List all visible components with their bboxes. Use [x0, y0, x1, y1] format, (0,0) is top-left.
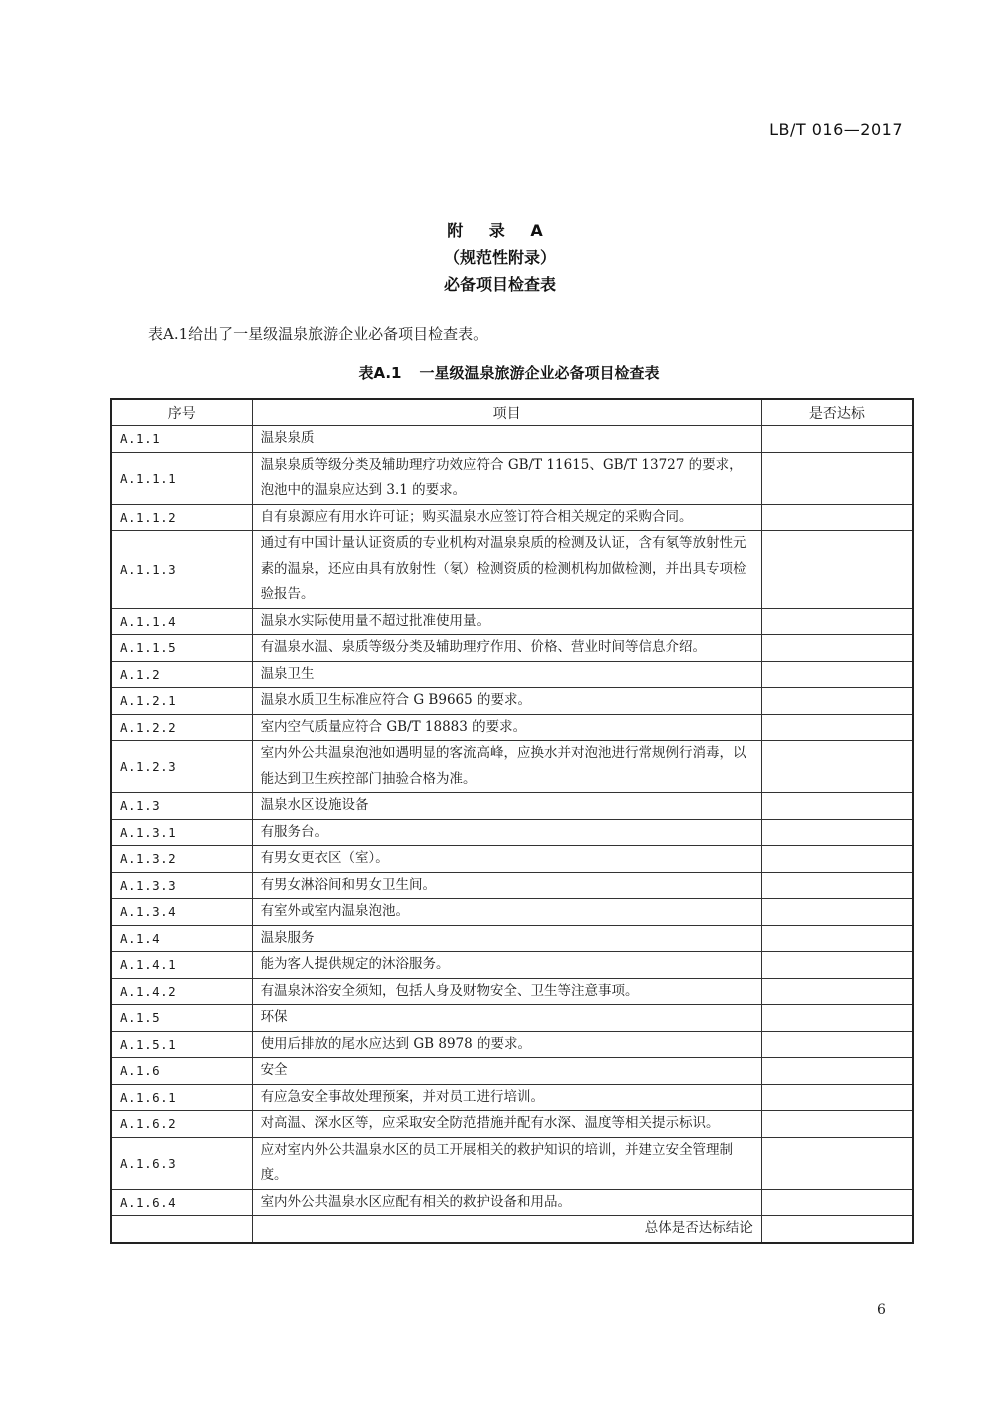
summary-row	[111, 1216, 913, 1243]
row-code: A.1.4.2	[111, 978, 252, 1005]
row-code: A.1.1.4	[111, 608, 252, 635]
row-item: 温泉水质卫生标准应符合 G B9665 的要求。	[252, 688, 761, 715]
table-row	[111, 426, 913, 453]
row-pass-cell[interactable]	[761, 978, 913, 1005]
row-pass-cell[interactable]	[761, 1189, 913, 1216]
page-number: 6	[877, 1302, 886, 1318]
row-item: 温泉泉质	[252, 426, 761, 453]
appendix-title: 附 录 A	[447, 221, 553, 240]
row-item: 有男女淋浴间和男女卫生间。	[252, 872, 761, 899]
row-item: 室内外公共温泉泡池如遇明显的客流高峰，应换水并对泡池进行常规例行消毒，以能达到卫生疾控部门抽验合格为准。	[252, 741, 761, 793]
row-item: 环保	[252, 1005, 761, 1032]
row-item: 温泉卫生	[252, 661, 761, 688]
row-item: 温泉泉质等级分类及辅助理疗功效应符合 GB/T 11615、GB/T 13727 的要求，泡池中的温泉应达到 3.1 的要求。	[252, 452, 761, 504]
row-item: 应对室内外公共温泉水区的员工开展相关的救护知识的培训，并建立安全管理制度。	[252, 1137, 761, 1189]
row-item: 温泉水区设施设备	[252, 793, 761, 820]
standard-code: LB/T 016—2017	[769, 120, 903, 139]
row-item: 有服务台。	[252, 819, 761, 846]
row-code: A.1.2.2	[111, 714, 252, 741]
table-row	[111, 452, 913, 504]
row-item: 有应急安全事故处理预案，并对员工进行培训。	[252, 1084, 761, 1111]
table-row	[111, 1058, 913, 1085]
table-row	[111, 1111, 913, 1138]
row-pass-cell[interactable]	[761, 819, 913, 846]
row-item: 有温泉沐浴安全须知，包括人身及财物安全、卫生等注意事项。	[252, 978, 761, 1005]
row-code: A.1.3	[111, 793, 252, 820]
row-pass-cell[interactable]	[761, 1084, 913, 1111]
row-code: A.1.1.2	[111, 504, 252, 531]
intro-paragraph: 表A.1给出了一星级温泉旅游企业必备项目检查表。	[148, 325, 489, 343]
row-pass-cell[interactable]	[761, 1137, 913, 1189]
row-code: A.1.6	[111, 1058, 252, 1085]
row-code: A.1.6.3	[111, 1137, 252, 1189]
table-row	[111, 978, 913, 1005]
row-pass-cell[interactable]	[761, 452, 913, 504]
row-pass-cell[interactable]	[761, 635, 913, 662]
row-item: 能为客人提供规定的沐浴服务。	[252, 952, 761, 979]
row-code: A.1.1	[111, 426, 252, 453]
row-item: 有室外或室内温泉泡池。	[252, 899, 761, 926]
table-row	[111, 1084, 913, 1111]
row-pass-cell[interactable]	[761, 872, 913, 899]
table-row	[111, 714, 913, 741]
row-pass-cell[interactable]	[761, 504, 913, 531]
row-item: 温泉水实际使用量不超过批准使用量。	[252, 608, 761, 635]
row-item: 有男女更衣区（室）。	[252, 846, 761, 873]
table-row	[111, 608, 913, 635]
row-pass-cell[interactable]	[761, 899, 913, 926]
table-row	[111, 1031, 913, 1058]
row-pass-cell[interactable]	[761, 952, 913, 979]
table-row	[111, 793, 913, 820]
table-caption-title: 一星级温泉旅游企业必备项目检查表	[419, 364, 660, 382]
summary-code-cell	[111, 1216, 252, 1243]
row-code: A.1.5.1	[111, 1031, 252, 1058]
row-code: A.1.3.4	[111, 899, 252, 926]
row-code: A.1.5	[111, 1005, 252, 1032]
table-row	[111, 504, 913, 531]
table-row	[111, 819, 913, 846]
table-row	[111, 925, 913, 952]
table-body	[111, 426, 913, 1216]
column-header-code: 序号	[111, 399, 252, 426]
row-pass-cell[interactable]	[761, 741, 913, 793]
row-code: A.1.2.3	[111, 741, 252, 793]
row-pass-cell[interactable]	[761, 1111, 913, 1138]
row-code: A.1.1.3	[111, 531, 252, 609]
row-pass-cell[interactable]	[761, 1005, 913, 1032]
table-row	[111, 635, 913, 662]
table-row	[111, 1189, 913, 1216]
row-code: A.1.6.1	[111, 1084, 252, 1111]
table-row	[111, 688, 913, 715]
row-pass-cell[interactable]	[761, 531, 913, 609]
appendix-subtitle: （规范性附录）	[443, 248, 556, 267]
table-row	[111, 899, 913, 926]
row-code: A.1.4.1	[111, 952, 252, 979]
row-item: 有温泉水温、泉质等级分类及辅助理疗作用、价格、营业时间等信息介绍。	[252, 635, 761, 662]
table-row	[111, 846, 913, 873]
table-header-row	[111, 399, 913, 426]
column-header-pass: 是否达标	[761, 399, 913, 426]
row-item: 通过有中国计量认证资质的专业机构对温泉泉质的检测及认证，含有氡等放射性元素的温泉，还应由具有放射性（氡）检测资质的检测机构加做检测，并出具专项检验报告。	[252, 531, 761, 609]
row-pass-cell[interactable]	[761, 1058, 913, 1085]
row-pass-cell[interactable]	[761, 714, 913, 741]
column-header-item: 项目	[252, 399, 761, 426]
table-row	[111, 952, 913, 979]
table-row	[111, 661, 913, 688]
row-code: A.1.2.1	[111, 688, 252, 715]
summary-label: 总体是否达标结论	[252, 1216, 761, 1243]
row-code: A.1.1.5	[111, 635, 252, 662]
row-item: 自有泉源应有用水许可证；购买温泉水应签订符合相关规定的采购合同。	[252, 504, 761, 531]
summary-pass-cell[interactable]	[761, 1216, 913, 1243]
row-pass-cell[interactable]	[761, 1031, 913, 1058]
row-code: A.1.2	[111, 661, 252, 688]
row-code: A.1.6.4	[111, 1189, 252, 1216]
checklist-table	[110, 398, 914, 1244]
row-pass-cell[interactable]	[761, 661, 913, 688]
table-row	[111, 1137, 913, 1189]
row-code: A.1.3.2	[111, 846, 252, 873]
row-pass-cell[interactable]	[761, 426, 913, 453]
row-item: 室内外公共温泉水区应配有相关的救护设备和用品。	[252, 1189, 761, 1216]
table-caption	[0, 362, 1000, 383]
row-item: 安全	[252, 1058, 761, 1085]
row-pass-cell[interactable]	[761, 608, 913, 635]
row-pass-cell[interactable]	[761, 925, 913, 952]
table-caption-number: 表A.1	[358, 364, 402, 382]
row-code: A.1.1.1	[111, 452, 252, 504]
table-row	[111, 872, 913, 899]
table-row	[111, 741, 913, 793]
row-code: A.1.4	[111, 925, 252, 952]
row-code: A.1.3.1	[111, 819, 252, 846]
row-item: 室内空气质量应符合 GB/T 18883 的要求。	[252, 714, 761, 741]
row-pass-cell[interactable]	[761, 846, 913, 873]
row-pass-cell[interactable]	[761, 793, 913, 820]
appendix-name: 必备项目检查表	[443, 275, 556, 294]
row-code: A.1.3.3	[111, 872, 252, 899]
row-pass-cell[interactable]	[761, 688, 913, 715]
row-item: 使用后排放的尾水应达到 GB 8978 的要求。	[252, 1031, 761, 1058]
row-item: 对高温、深水区等，应采取安全防范措施并配有水深、温度等相关提示标识。	[252, 1111, 761, 1138]
row-item: 温泉服务	[252, 925, 761, 952]
table-row	[111, 531, 913, 609]
table-row	[111, 1005, 913, 1032]
row-code: A.1.6.2	[111, 1111, 252, 1138]
